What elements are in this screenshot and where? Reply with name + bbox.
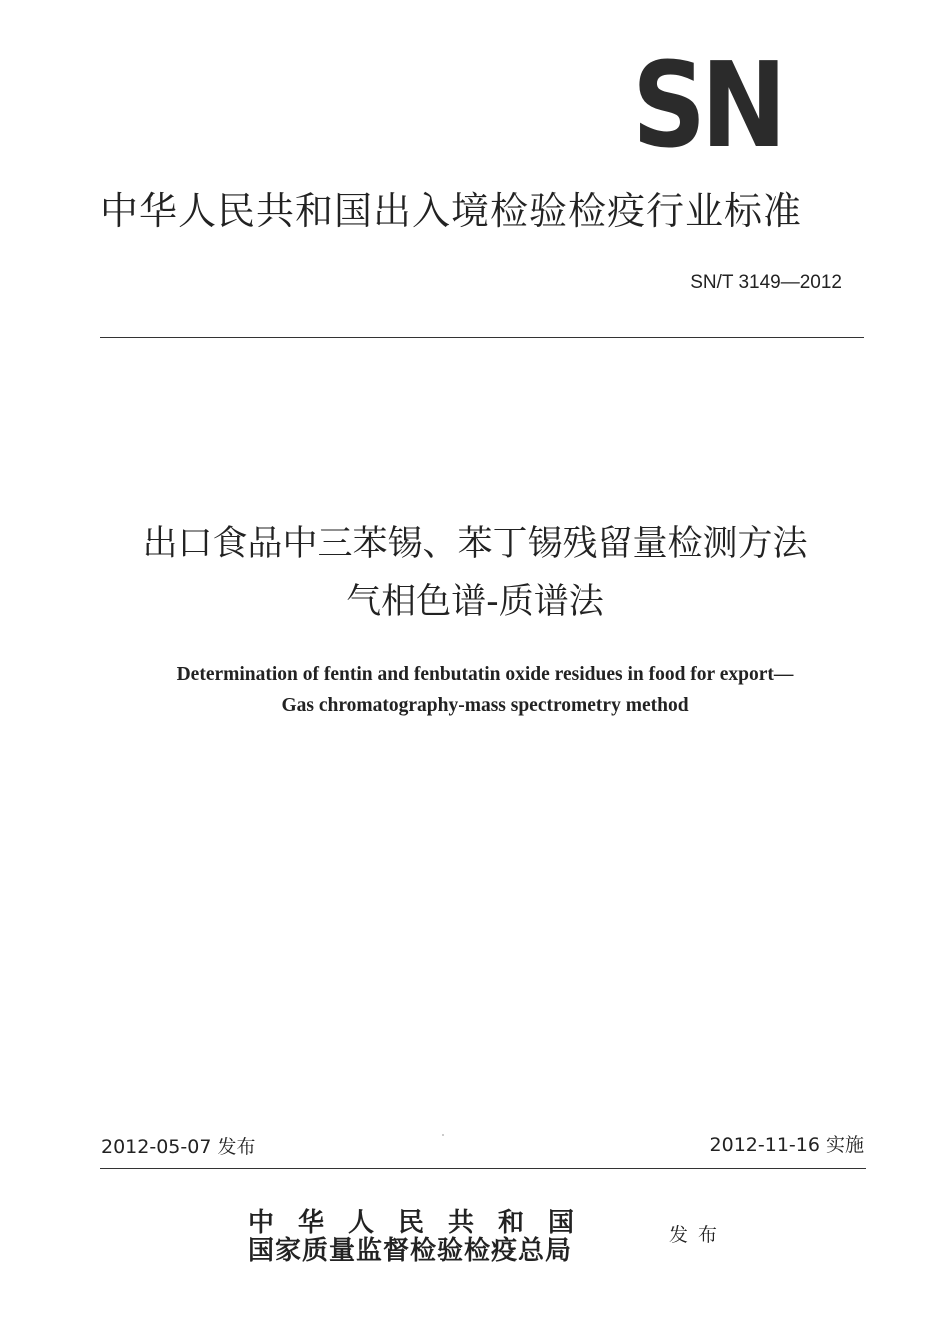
issued-by-label: 发布 — [669, 1224, 728, 1246]
chinese-title-line-2: 气相色谱-质谱法 — [346, 582, 604, 622]
standard-number: SN/T 3149—2012 — [690, 272, 842, 293]
english-title-line-2: Gas chromatography-mass spectrometry method — [281, 695, 689, 716]
bottom-divider — [100, 1168, 866, 1169]
issuer-country: 中华人民共和国 — [248, 1208, 599, 1238]
chinese-title-line-1: 出口食品中三苯锡、苯丁锡残留量检测方法 — [142, 524, 808, 564]
scan-speck — [442, 1134, 444, 1136]
top-divider — [100, 337, 864, 338]
implementation-date: 2012-11-16 实施 — [709, 1134, 864, 1156]
sn-logo: SN — [632, 38, 782, 175]
issue-date: 2012-05-07 发布 — [101, 1136, 256, 1158]
standard-category-title: 中华人民共和国出入境检验检疫行业标准 — [100, 189, 803, 233]
issuer-agency: 国家质量监督检验检疫总局 — [248, 1236, 573, 1266]
english-title-line-1: Determination of fentin and fenbutatin oxide residues in food for export— — [176, 664, 794, 685]
